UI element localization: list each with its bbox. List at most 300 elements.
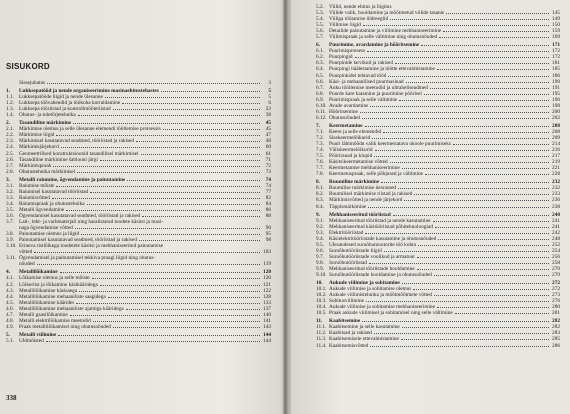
toc-entry-page: 74 [265,176,271,183]
toc-entry-number: 8.3. [316,197,324,204]
toc-entry-number: 8.2. [316,191,324,198]
toc-entry-number: 8.1. [316,185,324,192]
toc-entry-number: 11.2. [316,330,327,337]
toc-entry-page: 171 [552,42,560,49]
dot-leader [141,154,260,155]
toc-entry-page: 196 [552,96,560,103]
toc-entry-title: Suruõhutööriistad [329,259,367,266]
toc-entry-page: 208 [552,122,560,129]
toc-entry-number: 7.7. [316,165,324,172]
dot-leader [70,315,260,316]
toc-entry-title: Puurde kare katamine ja puurimine pöörisel [329,90,422,97]
toc-entry-page: 72 [265,162,271,169]
toc-entry-page: 23 [265,106,271,113]
toc-entry-title: Suruõhutööriistade voolikud ja armatuur [329,253,416,260]
dot-leader [425,174,549,175]
toc-entry-number: 4.2. [6,281,14,288]
toc-entry-number: 5.7. [316,34,324,41]
toc-entry-page: 272 [552,286,560,293]
toc-entry-page: 233 [552,191,560,198]
toc-entry-number: 6. [316,42,320,49]
dot-leader [375,150,549,151]
toc-entry-number: 10.5. [316,310,327,317]
toc-entry-page: 286 [552,342,560,349]
toc-entry-title: Geomeetrilised konstruktsioonid tasandilisel märkimisel [19,150,139,157]
toc-entry-page: 270 [552,272,560,279]
toc-entry-title: Keermetuspraak, selle põhjused ja vältimine [329,171,423,178]
toc-entry-page: 181 [552,60,560,67]
toc-entry-title: Täppismärkimine [329,203,367,210]
toc-entry-number: 3.7. [6,219,14,226]
toc-entry-page: 119 [263,261,271,268]
toc-entry-number: 2.7. [6,162,14,169]
toc-entry-number: 3. [6,176,10,183]
toc-entry-page: 73 [265,168,271,175]
toc-entry-number: 9.9. [316,265,324,272]
toc-entry-page: 5 [268,88,271,95]
toc-entry-title: Ülesandesed suruõhumootorite töö kohta [329,241,416,248]
dot-leader [100,160,260,161]
dot-leader [56,186,260,187]
toc-entry-number: 3.4. [6,200,14,207]
toc-entry-title: Metallilõikamine käsisaega [19,287,78,294]
toc-entry-page: 74 [265,182,271,189]
toc-entry-number: 2.6. [6,156,14,163]
dot-leader [100,285,260,286]
dot-leader [142,216,260,217]
toc-entry-number: 7.3. [316,141,324,148]
toc-entry-number: 4. [6,269,10,276]
toc-entry-title: Metallilõikamine mehaaniliste ajamiga kääridega [19,305,124,312]
toc-entry-page: 209 [552,134,560,141]
toc-entry-page: 241 [552,217,560,224]
dot-leader [355,57,549,58]
toc-entry-number: 4.7. [6,311,14,318]
dot-leader [443,31,549,32]
dot-leader [374,156,549,157]
toc-entry-page: 228 [552,171,560,178]
toc-entry-title: Metalli elektrilõikamise meetodid [19,317,91,324]
toc-entry-page: 254 [552,247,560,254]
dot-leader [127,180,260,181]
toc-entry-title: Raiumisvõtted [19,194,50,201]
toc-entry-title: Mehhaniseeritud tööriistad [329,211,391,218]
toc-entry [6,112,271,118]
toc-entry-page: 214 [552,141,560,148]
toc-entry-page: 172 [552,54,560,61]
toc-entry-title: Puurimisprotsess [329,48,366,55]
toc-entry-title: Puurimine, avardamine ja hõõritsemine [329,42,420,49]
dot-leader [47,83,260,84]
dot-leader [439,37,549,38]
toc-entry-title: Suruõhutööriistade hooldamine ja ohutusnõuded [329,272,432,279]
toc-entry-title: Õgvendamisel kasutatavad seadmed, tööriistad ja rakised [19,212,141,219]
toc-entry-number: 5.3. [316,10,324,17]
toc-entry-title: Praak aukude viilimisel ja sobitamisel ning selle vältimine [329,310,453,317]
toc-entry-page: 258 [552,259,560,266]
right-page [288,0,570,414]
toc-entry-title: Lukksepa töövahendid ja töökoha korraldamine [19,100,121,107]
toc-entry-title: Aukude viilimine ja sobitamine [329,280,400,287]
toc-entry-number: 7. [316,122,320,129]
toc-entry-title: Kaabitsemine ja selle kasutamine [329,324,400,331]
toc-entry-number: 9.2. [316,223,324,230]
toc-entry-page: 202 [552,114,560,121]
toc-entry-title: Lukksepatööde liigid ja nende ülesanne [19,94,103,101]
dot-leader [365,233,549,234]
toc-entry-title: Puurpingi häälestamine ja töötte ettevalmistamine [329,66,435,73]
toc-entry-page: 232 [552,185,560,192]
dot-leader [122,103,260,104]
toc-entry-page: 82 [265,194,271,201]
toc-entry-title: Avade avardamine [329,102,369,109]
toc-entry-page: 238 [552,203,560,210]
toc-entry-page: 5 [268,94,271,101]
toc-entry-title: Metalli õgvendamine [19,206,65,213]
dot-leader [81,234,260,235]
toc-entry [6,169,271,175]
toc-entry-title: Käsitsikeermetamise võtted [329,159,388,166]
toc-entry-number: 1.4. [6,112,14,119]
toc-entry-page: 61 [265,150,271,157]
toc-entry-page: 71 [265,156,271,163]
dot-leader [53,166,260,167]
dot-leader [105,97,260,98]
dot-leader [126,309,260,310]
toc-entry-page: 140 [263,311,271,318]
toc-entry-number: 7.1. [316,128,324,135]
toc-entry-page: 128 [263,293,271,300]
toc-entry-title: Aukude viilimistehnika ja mõõtmõõtmete võtted [329,292,432,299]
toc-entry-title: Tasandiline märkimine šablooni järgi [19,156,98,163]
toc-entry-title: Sissejuhatus [19,80,46,86]
dot-leader [34,252,260,253]
dot-leader [363,25,549,26]
toc-entry-page: 242 [552,229,560,236]
dot-leader [366,301,549,302]
toc-entry-page: 280 [552,304,560,311]
toc-heading: SISUKORD [6,62,50,71]
toc-entry-page: 77 [265,188,271,195]
dot-leader [374,333,549,334]
toc-entry-number: 6.9. [316,96,324,103]
toc-entry-number: 11.3. [316,336,327,343]
toc-entry-number: 2.4. [6,144,14,151]
toc-entry-title: Metallilõikamine käärides [19,299,75,306]
toc-entry-page: 137 [263,305,271,312]
dot-leader [404,200,549,201]
toc-entry-title: Üldmõisted [19,337,44,344]
toc-entry-page: 45 [265,126,271,133]
toc-entry-number: 6.1. [316,48,324,55]
toc-entry-number: 6.8. [316,90,324,97]
dot-leader [417,257,549,258]
dot-leader [46,341,260,342]
toc-entry-page: 191 [552,84,560,91]
dot-leader [92,278,260,279]
toc-entry-page: 145 [552,10,560,17]
toc-entry-number: 6.5. [316,72,324,79]
toc-entry-page: 150 [552,22,560,29]
toc-entry-title: Viilid, nende ehitus ja liigitus [329,4,392,10]
toc-entry-page: 121 [263,281,271,288]
dot-leader [434,275,549,276]
toc-entry-title: Lati-, leht- ja varbmaterjali ning haralistatud toodete käsitsi ja masi- [19,219,164,226]
toc-entry-number: 3.11. [6,255,17,262]
toc-entry [6,324,271,330]
toc-entry-number: 5.5. [316,22,324,29]
toc-entry-page: 144 [263,331,271,338]
toc-entry-number: 1.1. [6,94,14,101]
toc-entry-number: 6.3. [316,60,324,67]
toc-entry-number: 4.3. [6,287,14,294]
toc-entry-page: 273 [552,292,560,299]
toc-entry-number: 3.1. [6,182,14,189]
toc-entry-page: 241 [552,223,560,230]
toc-entry-title: Hõõritsemine [329,108,358,115]
dot-leader [368,207,549,208]
toc-entry-number: 9.4. [316,235,324,242]
toc-entry-title: Puuri läbimõõdu valik keermestatava ukoole puurimiseks [329,141,451,148]
toc-entry-number: 2.8. [6,168,14,175]
toc-entry-number: 9.8. [316,259,324,266]
toc-entry-page: 198 [552,102,560,109]
dot-leader [58,335,260,336]
toc-entry-title: Praak metallilõikamisel ning ohutusnõuded [19,323,111,330]
dot-leader [413,289,549,290]
toc-entry-title: Märkimisjärjekord [19,144,59,151]
dot-leader [60,272,260,273]
dot-leader [393,215,549,216]
toc-entry-page: 169 [552,34,560,41]
toc-entry-page: 282 [552,324,560,331]
toc-entry-title: Metalli raiumine, õgvendamine ja painutamine [19,176,126,183]
dot-leader [437,307,549,308]
toc-entry-title: naga õgvendamise võtted [19,225,73,232]
toc-entry-page: 252 [552,241,560,248]
toc-entry-page: 120 [263,269,271,276]
toc-entry-title: Detailide paisutamine ja viilimine mehhaniseerimine [329,28,442,35]
toc-entry-title: Suruõhutööriistade liigid [329,247,382,254]
toc-entry-number: 3.10. [6,243,17,250]
toc-entry-title: Keermetamine [329,122,363,129]
dot-leader [437,69,549,70]
toc-entry-title: Viiliga töötamise üldreeglid [329,16,389,23]
toc-entry-number: 9. [316,211,320,218]
dot-leader [401,339,549,340]
toc-entry-page: 159 [552,28,560,35]
dot-leader [381,182,549,183]
toc-entry-title: Ohutusnõuded [329,114,360,121]
toc-entry-title: Mehhaniseeritud tööriistad ja nende kasutamine [329,217,431,224]
dot-leader [453,144,549,145]
toc-entry-page: 272 [552,280,560,287]
toc-entry-title: Käsielektritööriistade kasutamine ja ohutusnõuded [329,235,437,242]
dot-leader [362,118,549,119]
toc-entry-page: 232 [552,179,560,186]
toc-entry-title: võtted [19,249,33,256]
toc-entry-title: Metalli viilimine [19,331,57,338]
toc-entry [6,80,271,86]
toc-entry-page: 216 [552,147,560,154]
toc-entry-number: 5.4. [316,16,324,23]
toc-entry [316,272,560,278]
toc-entry-number: 11. [316,318,323,325]
toc-entry-page: 60 [265,144,271,151]
dot-leader [399,100,549,101]
dot-leader [161,91,260,92]
toc-entry-number: 3.9. [6,237,14,244]
toc-entry-page: 200 [552,108,560,115]
toc-entry-number: 5.1. [6,337,14,344]
toc-entry-title: Aukude viilimise ja sobitamise mehhaniseerimine [329,304,435,311]
toc-entry-number: 6.10. [316,102,327,109]
toc-entry-title: Erineva ristlõikega toodetele käsitsi ja mehhaniseeritud painutamise [19,243,164,250]
toc-entry-number: 7.6. [316,159,324,166]
toc-entry [316,343,560,349]
toc-entry-number: 10.3. [316,298,327,305]
toc-entry-title: Märkimise liigid [19,132,55,139]
toc-entry-number: 7.5. [316,153,324,160]
toc-entry-number: 9.7. [316,253,324,260]
dot-leader [78,115,260,116]
toc-entry-number: 5.2. [316,4,324,10]
toc-entry-number: 7.8. [316,171,324,178]
toc-entry-number: 8. [316,179,320,186]
toc-entry-title: Lukksepa tööriistad ja kontrollmõõteriistad [19,106,111,113]
toc-entry-page: 144 [263,337,271,344]
toc-entry-title: Metalli gaasilõikamine [19,311,68,318]
toc-entry-title: Raiumise mõiste [19,182,55,189]
toc-entry-title: nõuded [19,261,35,268]
toc-entry-title: Kaabitsad ja rakised [329,330,372,337]
toc-entry-page: 88 [265,212,271,219]
toc-entry-title: Kaabitsemine [329,318,361,325]
dot-leader [362,321,549,322]
toc-entry-number: 10. [316,280,323,287]
toc-entry-number: 6.2. [316,54,324,61]
dot-leader [66,210,260,211]
toc-entry-page: 240 [552,211,560,218]
dot-leader [421,45,549,46]
toc-entry-number: 4.6. [6,305,14,312]
left-toc-column [0,80,285,344]
dot-leader [417,269,549,270]
toc-entry-title: Painutamisel kasutatavad seadmed, tööriistad ja rakised [19,237,137,244]
dot-leader [73,123,260,124]
toc-entry-page: 172 [552,48,560,55]
toc-entry-title: Sobitusviilimine [329,298,365,305]
toc-entry [316,115,560,121]
dot-leader [136,141,260,142]
dot-leader [430,88,549,89]
toc-entry-page: 221 [552,165,560,172]
dot-leader [367,51,549,52]
toc-entry-title: Pöörirauad ja klupid [329,153,373,160]
toc-entry-page: 141 [263,317,271,324]
dot-leader [37,264,260,265]
dot-leader [108,297,260,298]
toc-entry-page: 186 [552,72,560,79]
toc-entry-title: Lõikeriist ja lõikamine käsikääridega [19,281,98,288]
toc-entry-title: Keere ja selle elemendid [329,128,382,135]
toc-entry-title: Raiumispraak ja ohutustehnika [19,200,85,207]
toc-entry-number: 5. [6,331,10,338]
dot-leader [383,132,549,133]
toc-entry-number: 3.6. [6,212,14,219]
toc-entry-page: 270 [552,265,560,272]
toc-entry-page: 120 [263,275,271,282]
toc-entry-number: 11.1. [316,324,327,331]
dot-leader [424,94,549,95]
toc-entry [316,171,560,177]
toc-entry-title: Sisekeermelõikurid [329,134,371,141]
dot-leader [77,172,260,173]
toc-entry-number: 4.9. [6,323,14,330]
toc-entry-title: Tasandiline märkimine [19,120,72,127]
toc-entry-title: Märkimisvõtted ja nende järjekord [329,197,403,204]
toc-entry-title: Lukksepatööd ja nende organiseerimine masinaehitustehastes [19,88,159,95]
toc-entry-title: Metallilõikamine mehaaniliste saagidega [19,293,106,300]
dot-leader [79,291,260,292]
dot-leader [365,126,549,127]
toc-entry-title: Ruumiline märkimine [329,179,380,186]
toc-entry-page: 185 [552,66,560,73]
toc-entry-title: Märkimisel kasutatavad seadmed, tööriistad ja rakised [19,138,135,145]
dot-leader [433,221,550,222]
toc-entry-page: 38 [265,112,271,119]
toc-entry [316,310,560,316]
toc-entry-number: 6.12. [316,114,327,121]
toc-entry-number: 3.3. [6,194,14,201]
toc-entry-title: Puurimispraak ja selle vältimine [329,96,398,103]
toc-entry-number: 6.6. [316,78,324,85]
dot-leader [402,327,549,328]
toc-entry-number: 2.2. [6,132,14,139]
dot-leader [139,240,260,241]
toc-entry-title: Auku töötlemise meetodid ja ultraheliseadmed [329,84,428,91]
dot-leader [360,112,549,113]
toc-entry-page: 48 [265,138,271,145]
toc-entry-number: 2.3. [6,138,14,145]
toc-entry-page: 3 [268,80,271,86]
toc-entry-number: 9.1. [316,217,324,224]
dot-leader [163,129,260,130]
toc-entry-page: 283 [552,330,560,337]
dot-leader [455,313,549,314]
toc-entry-number: 6.11. [316,108,327,115]
dot-leader [113,327,260,328]
toc-entry-page: 122 [263,287,271,294]
toc-entry-number: 4.1. [6,275,14,282]
toc-entry-page: 6 [268,100,271,107]
toc-entry-title: Puurpinide tarvikud ja rakised [329,60,393,67]
toc-entry-page: 208 [552,128,560,135]
right-toc-column [288,4,570,349]
toc-entry-page: 98 [265,237,271,244]
toc-entry-title: Käsi- ja mehaanilised puurmasinad [329,78,404,85]
dot-leader [369,263,549,264]
dot-leader [446,13,549,14]
toc-entry-number: 11.4. [316,342,327,349]
toc-entry-page: 84 [265,200,271,207]
toc-entry-title: Elektritööriistad [329,229,364,236]
toc-entry-number: 5.6. [316,28,324,35]
toc-entry-number: 3.2. [6,188,14,195]
toc-entry-title: Ruumilise märkimise üesrassed [329,185,397,192]
dot-leader [438,239,549,240]
dot-leader [390,19,549,20]
